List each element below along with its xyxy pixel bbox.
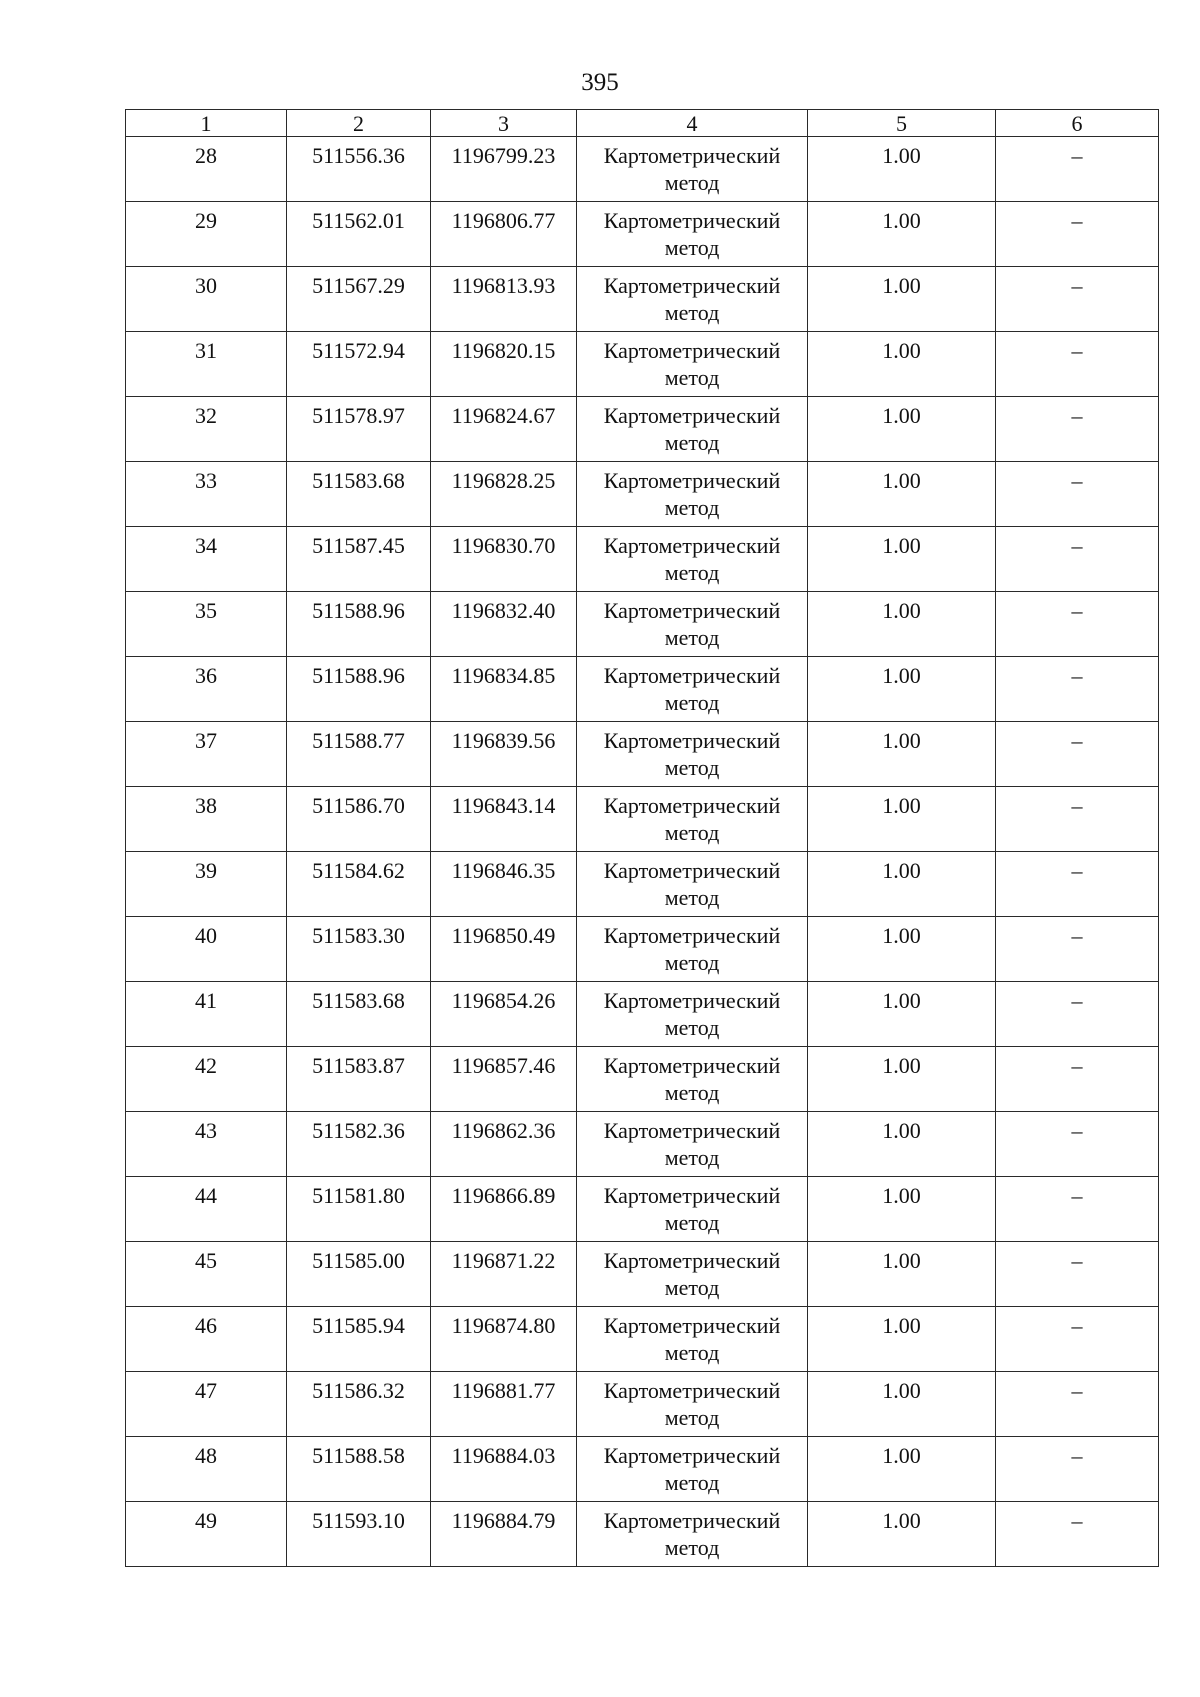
method-line-1: Картометрический <box>603 1313 781 1338</box>
note-cell: – <box>996 527 1159 592</box>
method-line-1: Картометрический <box>603 1378 781 1403</box>
point-number-cell: 48 <box>126 1437 287 1502</box>
method-cell <box>577 1307 808 1372</box>
point-number-cell: 34 <box>126 527 287 592</box>
method-cell <box>577 1177 808 1242</box>
x-coordinate-cell: 511583.30 <box>287 917 431 982</box>
note-cell: – <box>996 982 1159 1047</box>
method-line-2: метод <box>664 495 720 520</box>
note-cell: – <box>996 267 1159 332</box>
point-number-cell: 37 <box>126 722 287 787</box>
method-cell <box>577 137 808 202</box>
method-line-1: Картометрический <box>603 533 781 558</box>
table-row <box>126 917 1159 982</box>
table-row <box>126 982 1159 1047</box>
method-line-1: Картометрический <box>603 1183 781 1208</box>
x-coordinate-cell: 511593.10 <box>287 1502 431 1567</box>
accuracy-cell: 1.00 <box>808 397 996 462</box>
x-coordinate-cell: 511588.96 <box>287 657 431 722</box>
note-cell: – <box>996 657 1159 722</box>
accuracy-cell: 1.00 <box>808 1372 996 1437</box>
x-coordinate-cell: 511588.96 <box>287 592 431 657</box>
table-row <box>126 1242 1159 1307</box>
method-cell <box>577 1112 808 1177</box>
y-coordinate-cell: 1196806.77 <box>431 202 577 267</box>
method-line-2: метод <box>664 1015 720 1040</box>
method-line-1: Картометрический <box>603 273 781 298</box>
method-cell <box>577 787 808 852</box>
accuracy-cell: 1.00 <box>808 787 996 852</box>
method-line-2: метод <box>664 625 720 650</box>
point-number-cell: 36 <box>126 657 287 722</box>
table-row <box>126 332 1159 397</box>
note-cell: – <box>996 1437 1159 1502</box>
column-header-1: 1 <box>126 110 287 137</box>
table-row <box>126 202 1159 267</box>
table-row <box>126 657 1159 722</box>
y-coordinate-cell: 1196874.80 <box>431 1307 577 1372</box>
note-cell: – <box>996 1502 1159 1567</box>
method-line-2: метод <box>664 235 720 260</box>
method-cell <box>577 917 808 982</box>
point-number-cell: 32 <box>126 397 287 462</box>
table-row <box>126 462 1159 527</box>
note-cell: – <box>996 202 1159 267</box>
method-line-2: метод <box>664 885 720 910</box>
y-coordinate-cell: 1196884.79 <box>431 1502 577 1567</box>
table-row <box>126 1437 1159 1502</box>
point-number-cell: 38 <box>126 787 287 852</box>
table-row <box>126 267 1159 332</box>
accuracy-cell: 1.00 <box>808 202 996 267</box>
y-coordinate-cell: 1196843.14 <box>431 787 577 852</box>
point-number-cell: 35 <box>126 592 287 657</box>
method-line-2: метод <box>664 1210 720 1235</box>
method-cell <box>577 982 808 1047</box>
method-cell <box>577 1437 808 1502</box>
note-cell: – <box>996 917 1159 982</box>
method-line-1: Картометрический <box>603 793 781 818</box>
method-cell <box>577 1242 808 1307</box>
page-number: 395 <box>581 69 619 96</box>
y-coordinate-cell: 1196884.03 <box>431 1437 577 1502</box>
table-row <box>126 1307 1159 1372</box>
table-row <box>126 1047 1159 1112</box>
point-number-cell: 40 <box>126 917 287 982</box>
y-coordinate-cell: 1196846.35 <box>431 852 577 917</box>
accuracy-cell: 1.00 <box>808 267 996 332</box>
accuracy-cell: 1.00 <box>808 1177 996 1242</box>
note-cell: – <box>996 1177 1159 1242</box>
y-coordinate-cell: 1196839.56 <box>431 722 577 787</box>
method-line-1: Картометрический <box>603 143 781 168</box>
column-header-4: 4 <box>577 110 808 137</box>
y-coordinate-cell: 1196820.15 <box>431 332 577 397</box>
x-coordinate-cell: 511581.80 <box>287 1177 431 1242</box>
x-coordinate-cell: 511585.00 <box>287 1242 431 1307</box>
method-cell <box>577 1372 808 1437</box>
y-coordinate-cell: 1196834.85 <box>431 657 577 722</box>
accuracy-cell: 1.00 <box>808 527 996 592</box>
accuracy-cell: 1.00 <box>808 592 996 657</box>
x-coordinate-cell: 511583.87 <box>287 1047 431 1112</box>
method-cell <box>577 462 808 527</box>
method-line-1: Картометрический <box>603 988 781 1013</box>
note-cell: – <box>996 1112 1159 1177</box>
method-line-2: метод <box>664 755 720 780</box>
method-line-2: метод <box>664 690 720 715</box>
x-coordinate-cell: 511586.32 <box>287 1372 431 1437</box>
accuracy-cell: 1.00 <box>808 657 996 722</box>
note-cell: – <box>996 722 1159 787</box>
y-coordinate-cell: 1196854.26 <box>431 982 577 1047</box>
y-coordinate-cell: 1196813.93 <box>431 267 577 332</box>
x-coordinate-cell: 511584.62 <box>287 852 431 917</box>
note-cell: – <box>996 592 1159 657</box>
x-coordinate-cell: 511587.45 <box>287 527 431 592</box>
method-line-2: метод <box>664 1145 720 1170</box>
point-number-cell: 41 <box>126 982 287 1047</box>
accuracy-cell: 1.00 <box>808 137 996 202</box>
table-row <box>126 397 1159 462</box>
point-number-cell: 45 <box>126 1242 287 1307</box>
method-line-1: Картометрический <box>603 1508 781 1533</box>
table-row <box>126 787 1159 852</box>
method-line-1: Картометрический <box>603 403 781 428</box>
note-cell: – <box>996 787 1159 852</box>
method-cell <box>577 202 808 267</box>
method-cell <box>577 592 808 657</box>
point-number-cell: 33 <box>126 462 287 527</box>
method-line-2: метод <box>664 1405 720 1430</box>
table-row <box>126 1372 1159 1437</box>
accuracy-cell: 1.00 <box>808 982 996 1047</box>
accuracy-cell: 1.00 <box>808 1242 996 1307</box>
method-cell <box>577 527 808 592</box>
method-cell <box>577 1047 808 1112</box>
method-line-2: метод <box>664 1080 720 1105</box>
method-cell <box>577 657 808 722</box>
point-number-cell: 49 <box>126 1502 287 1567</box>
method-line-1: Картометрический <box>603 728 781 753</box>
method-line-2: метод <box>664 950 720 975</box>
table-row <box>126 527 1159 592</box>
method-line-2: метод <box>664 560 720 585</box>
x-coordinate-cell: 511562.01 <box>287 202 431 267</box>
method-line-2: метод <box>664 820 720 845</box>
method-line-2: метод <box>664 1470 720 1495</box>
column-header-5: 5 <box>808 110 996 137</box>
note-cell: – <box>996 332 1159 397</box>
x-coordinate-cell: 511583.68 <box>287 982 431 1047</box>
method-line-1: Картометрический <box>603 1118 781 1143</box>
table-header <box>126 110 1159 137</box>
point-number-cell: 28 <box>126 137 287 202</box>
method-cell <box>577 332 808 397</box>
note-cell: – <box>996 1047 1159 1112</box>
x-coordinate-cell: 511586.70 <box>287 787 431 852</box>
y-coordinate-cell: 1196862.36 <box>431 1112 577 1177</box>
point-number-cell: 42 <box>126 1047 287 1112</box>
method-line-1: Картометрический <box>603 663 781 688</box>
point-number-cell: 44 <box>126 1177 287 1242</box>
point-number-cell: 31 <box>126 332 287 397</box>
accuracy-cell: 1.00 <box>808 1502 996 1567</box>
y-coordinate-cell: 1196881.77 <box>431 1372 577 1437</box>
method-line-1: Картометрический <box>603 208 781 233</box>
method-line-1: Картометрический <box>603 1248 781 1273</box>
y-coordinate-cell: 1196799.23 <box>431 137 577 202</box>
x-coordinate-cell: 511578.97 <box>287 397 431 462</box>
y-coordinate-cell: 1196824.67 <box>431 397 577 462</box>
y-coordinate-cell: 1196871.22 <box>431 1242 577 1307</box>
accuracy-cell: 1.00 <box>808 722 996 787</box>
method-line-1: Картометрический <box>603 858 781 883</box>
note-cell: – <box>996 852 1159 917</box>
table-body <box>126 137 1159 1567</box>
method-cell <box>577 852 808 917</box>
x-coordinate-cell: 511556.36 <box>287 137 431 202</box>
accuracy-cell: 1.00 <box>808 852 996 917</box>
table-row <box>126 1177 1159 1242</box>
method-cell <box>577 267 808 332</box>
column-header-6: 6 <box>996 110 1159 137</box>
y-coordinate-cell: 1196857.46 <box>431 1047 577 1112</box>
method-cell <box>577 397 808 462</box>
note-cell: – <box>996 397 1159 462</box>
point-number-cell: 46 <box>126 1307 287 1372</box>
column-header-2: 2 <box>287 110 431 137</box>
method-line-2: метод <box>664 1340 720 1365</box>
accuracy-cell: 1.00 <box>808 1047 996 1112</box>
accuracy-cell: 1.00 <box>808 1437 996 1502</box>
x-coordinate-cell: 511583.68 <box>287 462 431 527</box>
point-number-cell: 39 <box>126 852 287 917</box>
method-line-1: Картометрический <box>603 598 781 623</box>
method-line-2: метод <box>664 1535 720 1560</box>
header-row <box>126 110 1159 137</box>
note-cell: – <box>996 1307 1159 1372</box>
table-row <box>126 1502 1159 1567</box>
accuracy-cell: 1.00 <box>808 462 996 527</box>
y-coordinate-cell: 1196866.89 <box>431 1177 577 1242</box>
point-number-cell: 30 <box>126 267 287 332</box>
x-coordinate-cell: 511572.94 <box>287 332 431 397</box>
point-number-cell: 43 <box>126 1112 287 1177</box>
y-coordinate-cell: 1196850.49 <box>431 917 577 982</box>
table-row <box>126 592 1159 657</box>
method-line-1: Картометрический <box>603 1443 781 1468</box>
method-line-2: метод <box>664 300 720 325</box>
table-row <box>126 722 1159 787</box>
note-cell: – <box>996 1372 1159 1437</box>
method-line-1: Картометрический <box>603 338 781 363</box>
note-cell: – <box>996 462 1159 527</box>
method-line-1: Картометрический <box>603 1053 781 1078</box>
x-coordinate-cell: 511588.58 <box>287 1437 431 1502</box>
accuracy-cell: 1.00 <box>808 1112 996 1177</box>
y-coordinate-cell: 1196830.70 <box>431 527 577 592</box>
table-row <box>126 852 1159 917</box>
coordinates-table <box>125 109 1159 1567</box>
x-coordinate-cell: 511588.77 <box>287 722 431 787</box>
table-row <box>126 1112 1159 1177</box>
method-line-2: метод <box>664 1275 720 1300</box>
method-line-1: Картометрический <box>603 923 781 948</box>
note-cell: – <box>996 1242 1159 1307</box>
x-coordinate-cell: 511582.36 <box>287 1112 431 1177</box>
y-coordinate-cell: 1196832.40 <box>431 592 577 657</box>
accuracy-cell: 1.00 <box>808 332 996 397</box>
accuracy-cell: 1.00 <box>808 917 996 982</box>
column-header-3: 3 <box>431 110 577 137</box>
method-line-2: метод <box>664 170 720 195</box>
method-line-2: метод <box>664 430 720 455</box>
y-coordinate-cell: 1196828.25 <box>431 462 577 527</box>
accuracy-cell: 1.00 <box>808 1307 996 1372</box>
method-cell <box>577 722 808 787</box>
point-number-cell: 29 <box>126 202 287 267</box>
x-coordinate-cell: 511585.94 <box>287 1307 431 1372</box>
note-cell: – <box>996 137 1159 202</box>
method-line-2: метод <box>664 365 720 390</box>
point-number-cell: 47 <box>126 1372 287 1437</box>
method-line-1: Картометрический <box>603 468 781 493</box>
x-coordinate-cell: 511567.29 <box>287 267 431 332</box>
method-cell <box>577 1502 808 1567</box>
table-row <box>126 137 1159 202</box>
